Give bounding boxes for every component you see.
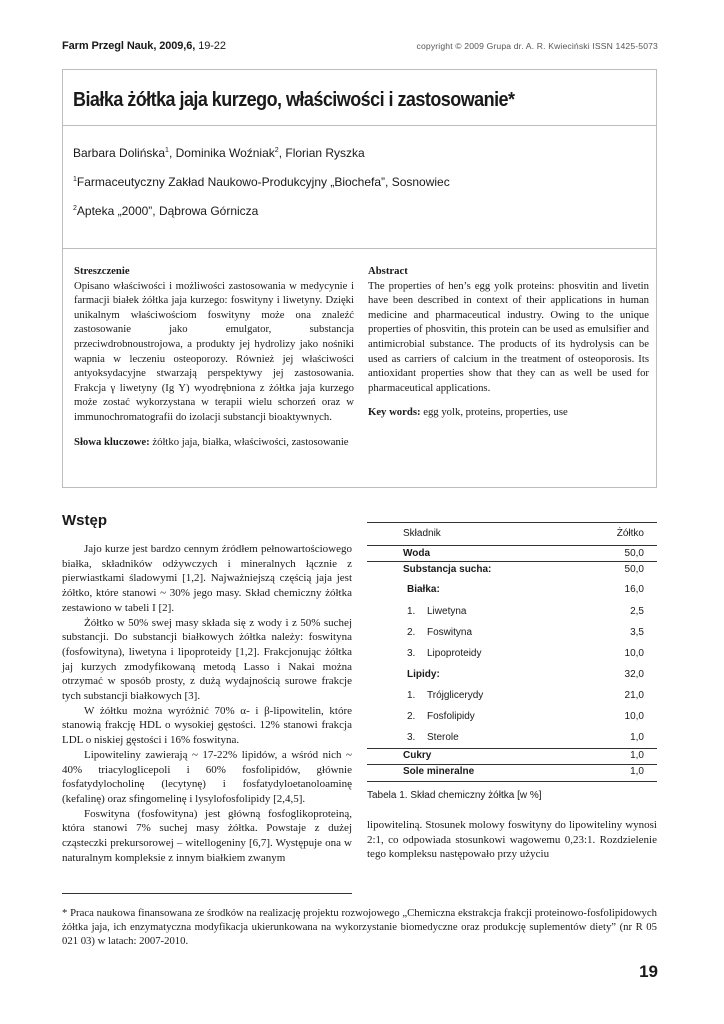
abstract-english [368, 264, 649, 420]
table-cell-label: Cukry [403, 750, 432, 761]
table-cell-value: 10,0 [624, 648, 644, 659]
table-row [367, 644, 657, 665]
author-name: Florian Ryszka [285, 146, 365, 160]
table-row [367, 749, 657, 765]
table-cell-value: 1,0 [630, 750, 644, 761]
journal-citation [62, 40, 226, 52]
table-row [367, 728, 657, 749]
author-name: Barbara Dolińska [73, 146, 166, 160]
table-cell-label: Sterole [427, 732, 459, 743]
table-row [367, 580, 657, 602]
article-title: Białka żółtka jaja kurzego, właściwości i zastosowanie* [73, 89, 515, 111]
abstract-text: The properties of hen’s egg yolk proteins: phosvitin and livetin have been described in context of their applications in human medicine and pharmaceutical industry. Owing to the unique properties of phosvitin, this protein can be used as emulsifier and antimicrobial substance. The products of its hydrolysis can be used as carriers of calcium in the treatment of osteoporosis. Its antioxidant properties show that they can as well be used for pharmaceutical applications. [368, 279, 649, 394]
affiliation-text: Farmaceutyczny Zakład Naukowo-Produkcyjny „Biochefa”, Sosnowiec [76, 175, 450, 189]
body-paragraph: W żółtku można wyróżnić 70% α- i β-lipowitelin, które stanowią frakcję HDL o wysokiej gęstości. 12% stanowi frakcja LDL o niskiej gęstości i 16% foswityna. [62, 704, 352, 747]
body-column-right [367, 818, 657, 862]
table-cell-value: 32,0 [624, 669, 644, 680]
author-sup: 2 [274, 147, 279, 154]
table-cell-number: 1. [407, 690, 416, 701]
title-box [62, 69, 657, 249]
table-row [367, 686, 657, 707]
keywords [74, 435, 354, 450]
body-paragraph: lipowiteliną. Stosunek molowy foswityny do lipowiteliny wynosi 2:1, co odpowiada stosunkowi wagowemu 0,23:1. Rozdzielenie tego kompleksu następowało przy użyciu [367, 819, 657, 861]
keywords [368, 405, 649, 420]
table-cell-value: 2,5 [630, 606, 644, 617]
body-column-left [62, 542, 352, 865]
keywords-text: żółtko jaja, białka, właściwości, zastosowanie [152, 435, 349, 448]
abstract-box [62, 248, 657, 488]
table-cell-label: Substancja sucha: [403, 564, 492, 575]
table-cell-value: 1,0 [630, 732, 644, 743]
author-name: Dominika Woźniak [175, 146, 275, 160]
body-paragraph: Lipowiteliny zawierają ~ 17-22% lipidów, a wśród nich ~ 40% triacyloglicероli i 60% fosfolipidów, głównie fosfatydylocholinę (lecytynę) i fosfatydyloetanoloaminę (kefalinę) oraz sfingomelinę i lysylofosfolipidy [2,4,5]. [62, 748, 352, 805]
footnote: * Praca naukowa finansowana ze środków na realizację projektu rozwojowego „Chemiczna ekstrakcja frakcji proteinowo-fosfolipidowych żółtka jaja, ich enzymatyczna modyfikacja ukierunkowana na wykorzystanie biomedyczne oraz produkcję suplementów diety” (nr R 05 021 03) w latach: 2007-2010. [62, 907, 657, 947]
table-row [367, 665, 657, 686]
table-cell-label: Foswityna [427, 627, 473, 638]
table-header-cell: Żółtko [616, 528, 644, 539]
table-cell-label: Sole mineralne [403, 766, 475, 777]
page-number: 19 [639, 962, 658, 981]
table-row [367, 765, 657, 781]
keywords-label: Key words: [368, 406, 421, 419]
table-cell-label: Woda [403, 548, 431, 559]
abstract-polish [74, 264, 354, 449]
table-row [367, 707, 657, 728]
table-cell-value: 50,0 [624, 548, 644, 559]
keywords-label: Słowa kluczowe: [74, 435, 150, 448]
table-cell-label: Fosfolipidy [427, 711, 475, 722]
table-header [367, 523, 657, 546]
affiliation-1 [73, 175, 450, 189]
table-cell-label: Białka: [407, 584, 440, 595]
table-row [367, 623, 657, 644]
abstract-text: Opisano właściwości i możliwości zastosowania w medycynie i farmacji białek żółtka jaja kurzego: foswityny i liwetyny. Dzięki unikalnym właściwościom foswityny może ona znaleźć zastosowanie jako emulgator, substancja przeciwdrobnoustrojowa, a produkty jej hydrolizy jako nośniki wapnia w leczeniu osteoporozy. Również jej właściwości antyoksydacyjne stwarzają perspektywy jej zastosowania. Frakcja γ liwetyny (Ig Y) wyodrębniona z żółtka jaja kurzego może zostać wykorzystana w terapii wielu schorzeń oraz w immunochromatografii do izolacji substancji bioaktywnych. [74, 279, 354, 423]
body-paragraph: Foswityna (fosfowityna) jest główną fosfoglikoproteiną, która stanowi 7% suchej masy żółtka. Powstaje z dużej cząsteczki prekursorowej – witellogeniny [6,7]. Występuje ona w naturalnym kompleksie z innym białkiem zwanym [62, 807, 352, 864]
table-cell-value: 10,0 [624, 711, 644, 722]
section-heading: Wstęp [62, 512, 107, 529]
body-paragraph: Jajo kurze jest bardzo cennym źródłem pełnowartościowego białka, składników odżywczych i mineralnych łącznie z pierwiastkami śladowymi [1,2]. Najważniejszą częścią jaja jest żółtko, które stanowi ~ 30% jego masy. Skład chemiczny żółtka zestawiono w tabeli I [2]. [62, 543, 352, 614]
table-cell-number: 3. [407, 648, 416, 659]
affiliation-sup: 1 [73, 176, 77, 183]
table-row [367, 562, 657, 580]
table-cell-label: Trójglicerydy [427, 690, 484, 701]
affiliation-text: Apteka „2000”, Dąbrowa Górnicza [76, 204, 259, 218]
table-cell-value: 1,0 [630, 766, 644, 777]
table-cell-label: Lipidy: [407, 669, 440, 680]
composition-table [367, 522, 657, 782]
table-row [367, 546, 657, 562]
table-cell-value: 50,0 [624, 564, 644, 575]
table-cell-label: Lipoproteidy [427, 648, 482, 659]
abstract-heading: Abstract [368, 265, 408, 277]
table-cell-value: 21,0 [624, 690, 644, 701]
author-sup: 1 [165, 147, 169, 154]
journal-pages: 19-22 [198, 40, 226, 52]
abstract-heading: Streszczenie [74, 265, 130, 277]
table-caption: Tabela 1. Skład chemiczny żółtka [w %] [367, 790, 542, 801]
body-paragraph: Żółtko w 50% swej masy składa się z wody i z 50% suchej substancji. Do substancji białkowych żółtka należy: foswityna (fosfowityna), liwetyna i lipoproteidy [1,2]. Frakcjonując żółtka jaj kurzych zmodyfikowaną metodą Lasso i Nakai można otrzymać w sposób prosty, z dużą wydajnością surowe frakcje tych substancji białkowych [3]. [62, 616, 352, 703]
journal-name: Farm Przegl Nauk, 2009,6, [62, 40, 196, 52]
table-header-cell: Składnik [403, 528, 441, 539]
copyright-notice: copyright © 2009 Grupa dr. A. R. Kwieciński ISSN 1425-5073 [416, 41, 658, 51]
table-cell-number: 3. [407, 732, 416, 743]
author-list: Barbara Dolińska$^1$, Dominika Woźniak$^2$, Florian Ryszka [73, 146, 365, 160]
footnote-divider [62, 893, 352, 894]
table-row [367, 602, 657, 623]
running-head [62, 40, 658, 54]
affiliation-sup: 2 [73, 205, 77, 212]
table-cell-number: 2. [407, 627, 416, 638]
affiliation-2 [73, 204, 258, 218]
table-cell-number: 2. [407, 711, 416, 722]
table-cell-label: Liwetyna [427, 606, 467, 617]
title-divider [63, 125, 656, 126]
keywords-text: egg yolk, proteins, properties, use [423, 406, 568, 419]
table-cell-value: 16,0 [624, 584, 644, 595]
table-cell-value: 3,5 [630, 627, 644, 638]
table-cell-number: 1. [407, 606, 416, 617]
